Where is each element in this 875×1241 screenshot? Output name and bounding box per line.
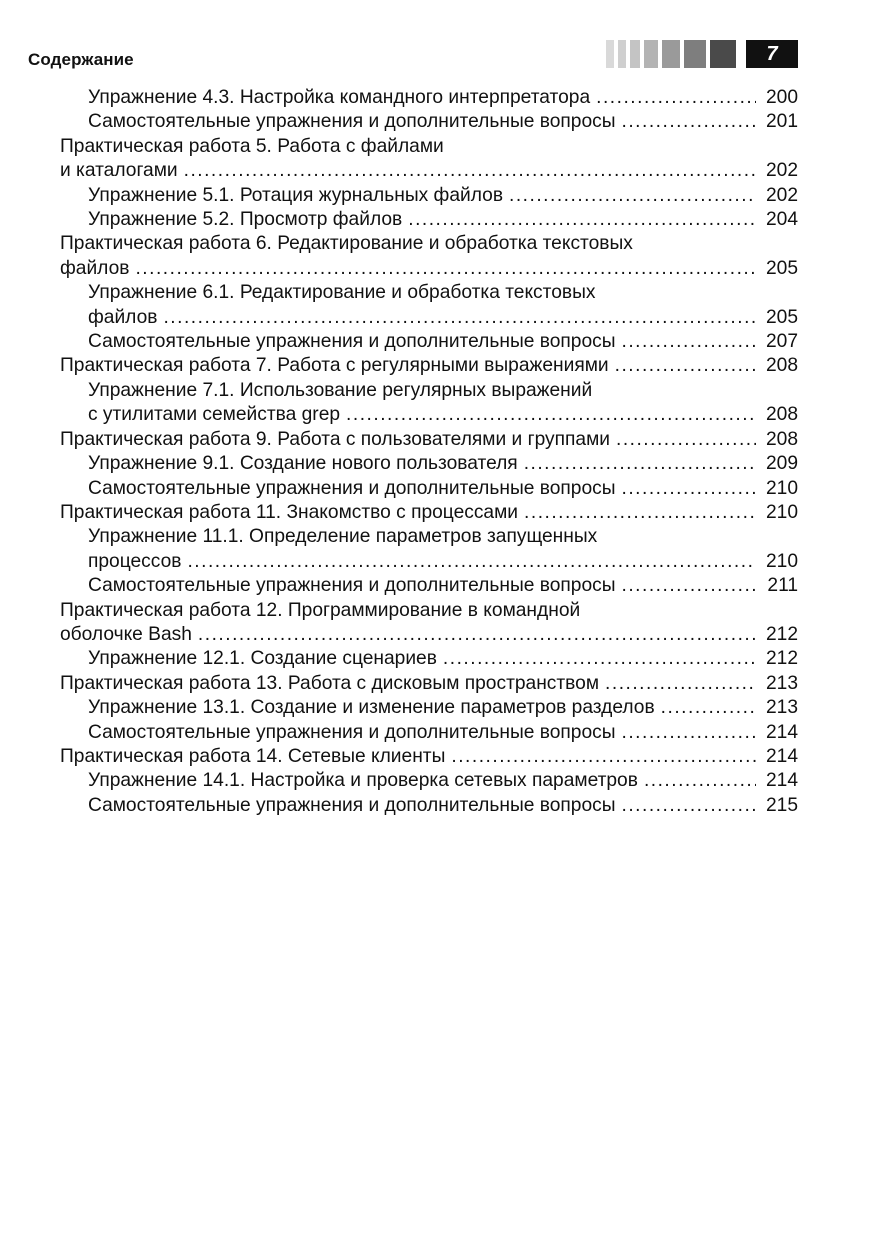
toc-entry-title: с утилитами семейства grep [88,404,341,426]
toc-entry-title-line: Упражнение 11.1. Определение параметров запущенных [88,526,598,548]
toc-entry-title: Самостоятельные упражнения и дополнительные вопросы [88,794,616,816]
toc-entry-line [60,428,798,452]
toc-entry-title-line: Практическая работа 5. Работа с файлами [60,135,444,157]
dot-leader [622,477,756,501]
dot-leader [198,623,756,647]
toc-entry-line [60,745,798,769]
toc-entry-section [88,647,798,671]
toc-entry-section [88,110,798,134]
toc-entry-section [88,452,798,476]
toc-page-number: 210 [765,477,798,499]
toc-entry-title: Самостоятельные упражнения и дополнительные вопросы [88,721,616,743]
toc-entry-section [88,330,798,354]
toc-page-number: 200 [765,87,798,108]
dot-leader [596,86,756,110]
toc-page-number: 207 [765,331,798,353]
toc-entry-chapter [60,672,798,696]
toc-entry-title-line: Практическая работа 6. Редактирование и обработка текстовых [60,233,633,255]
toc-entry-line [88,477,798,501]
toc-entry-line [88,647,798,671]
toc-entry-title: Упражнение 5.2. Просмотр файлов [88,209,403,231]
toc-entry-line [88,403,798,427]
toc-page-number: 205 [765,257,798,279]
dot-leader [622,721,756,745]
toc-entry-section [88,281,798,330]
toc-entry-line [60,354,798,378]
toc-entry-title: и каталогами [60,160,178,182]
toc-entry-title: Упражнение 9.1. Создание нового пользователя [88,453,518,475]
toc-entry-chapter [60,354,798,378]
toc-entry-chapter [60,135,798,184]
dot-leader [622,794,756,818]
dot-leader [184,159,756,183]
toc-page-number: 202 [765,184,798,206]
toc-page-number: 204 [765,209,798,231]
toc-entry-title: Упражнение 4.3. Настройка командного интерпретатора [88,87,591,108]
dot-leader [443,647,756,671]
page-header [28,40,798,72]
toc-entry-line [88,86,798,110]
toc-page-number: 214 [765,745,798,767]
toc-entry-title: Практическая работа 11. Знакомство с процессами [60,501,519,523]
toc-entry-line [88,696,798,720]
toc-entry-title: файлов [60,257,130,279]
toc-page-number: 205 [765,306,798,328]
toc-page-number: 210 [765,501,798,523]
toc-entry-title: Практическая работа 9. Работа с пользователями и группами [60,428,610,450]
toc-entry-section [88,696,798,720]
table-of-contents [60,86,798,818]
toc-entry-line [60,501,798,525]
toc-entry-section [88,574,798,598]
dot-leader [509,184,756,208]
toc-entry-section [88,721,798,745]
toc-page-number: 202 [765,160,798,182]
toc-entry-line [88,721,798,745]
dot-leader [644,769,756,793]
toc-page-number: 214 [765,721,798,743]
header-bar [630,40,640,68]
toc-entry-section [88,379,798,428]
page-number: 7 [746,40,798,68]
header-bar [684,40,706,68]
toc-page-number: 210 [765,550,798,572]
toc-entry-title: Упражнение 5.1. Ротация журнальных файлов [88,184,504,206]
toc-entry-title: файлов [88,306,158,328]
toc-entry-line [88,574,798,598]
toc-page-number: 213 [765,672,798,694]
toc-entry-chapter [60,501,798,525]
header-bar [662,40,680,68]
toc-page-number: 214 [765,770,798,792]
toc-entry-line [88,184,798,208]
toc-page-number: 215 [765,794,798,816]
toc-page-number: 208 [765,355,798,377]
toc-entry-chapter [60,745,798,769]
toc-entry-chapter [60,232,798,281]
toc-entry-title-line: Практическая работа 12. Программирование в командной [60,599,581,621]
toc-entry-line [88,110,798,134]
dot-leader [622,110,756,134]
toc-entry-line [60,257,798,281]
dot-leader [451,745,756,769]
toc-entry-chapter [60,599,798,648]
toc-entry-line [60,623,798,647]
dot-leader [615,354,756,378]
dot-leader [524,452,756,476]
running-title: Содержание [28,50,134,69]
toc-entry-line [88,208,798,232]
header-bar [710,40,736,68]
toc-entry-line [88,550,798,574]
toc-entry-section [88,208,798,232]
dot-leader [187,550,756,574]
dot-leader [408,208,756,232]
toc-entry-line [88,794,798,818]
dot-leader [135,257,756,281]
toc-entry-section [88,794,798,818]
header-bar-strip [606,40,798,68]
header-bar [644,40,658,68]
dot-leader [163,306,756,330]
dot-leader [622,574,756,598]
toc-entry-chapter [60,428,798,452]
toc-entry-title: Самостоятельные упражнения и дополнительные вопросы [88,575,616,597]
header-bar [606,40,614,68]
toc-entry-title: Практическая работа 13. Работа с дисковым пространством [60,672,600,694]
toc-page-number: 212 [765,648,798,670]
toc-page-number: 213 [765,697,798,719]
toc-entry-title: Самостоятельные упражнения и дополнительные вопросы [88,111,616,133]
toc-entry-title: Самостоятельные упражнения и дополнительные вопросы [88,331,616,353]
toc-entry-section [88,184,798,208]
dot-leader [616,428,756,452]
toc-page-number: 208 [765,404,798,426]
toc-entry-line [60,672,798,696]
toc-entry-title: оболочке Bash [60,623,192,645]
toc-entry-title: Самостоятельные упражнения и дополнительные вопросы [88,477,616,499]
dot-leader [605,672,756,696]
toc-entry-section [88,525,798,574]
toc-entry-line [60,159,798,183]
dot-leader [524,501,756,525]
toc-entry-title-line: Упражнение 7.1. Использование регулярных выражений [88,379,593,401]
toc-entry-section [88,86,798,110]
dot-leader [661,696,756,720]
toc-page-number: 209 [765,453,798,475]
dot-leader [622,330,756,354]
toc-entry-section [88,477,798,501]
toc-page-number: 208 [765,428,798,450]
dot-leader [346,403,756,427]
toc-entry-title: процессов [88,550,182,572]
toc-page-number: 211 [767,575,798,597]
toc-page-number: 201 [765,111,798,133]
toc-entry-title: Упражнение 12.1. Создание сценариев [88,648,437,670]
toc-entry-title: Упражнение 13.1. Создание и изменение параметров разделов [88,697,655,719]
toc-entry-line [88,330,798,354]
header-bar [618,40,626,68]
toc-entry-section [88,769,798,793]
toc-page-number: 212 [765,623,798,645]
toc-entry-line [88,769,798,793]
toc-entry-title: Практическая работа 14. Сетевые клиенты [60,745,446,767]
toc-entry-title: Практическая работа 7. Работа с регулярными выражениями [60,355,609,377]
toc-entry-title: Упражнение 14.1. Настройка и проверка сетевых параметров [88,770,638,792]
toc-entry-title-line: Упражнение 6.1. Редактирование и обработка текстовых [88,282,596,304]
toc-entry-line [88,306,798,330]
toc-entry-line [88,452,798,476]
